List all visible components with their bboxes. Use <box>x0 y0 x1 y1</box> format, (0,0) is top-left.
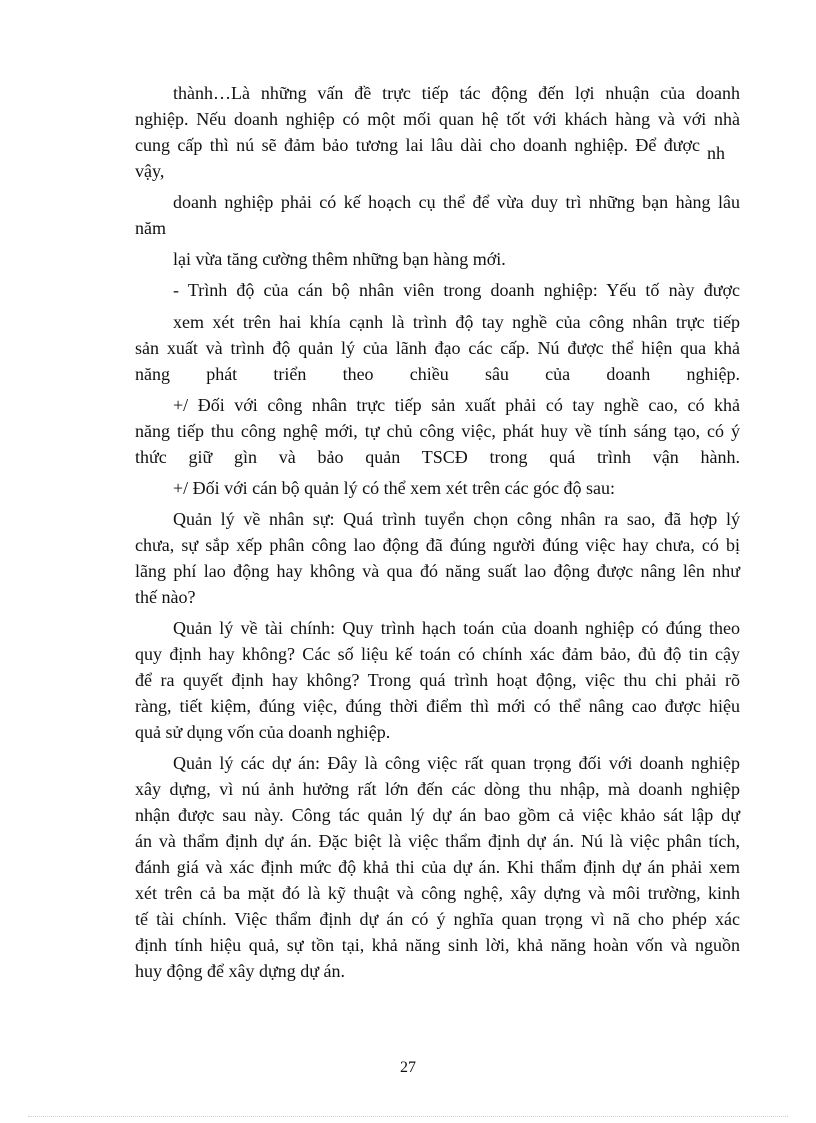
text-line-5: doanh nghiệp phải có kế hoạch cụ thể để vừa duy trì những bạn hàng lâu <box>173 192 740 212</box>
text-line-12: +/ Đối với công nhân trực tiếp sản xuất phải có tay nghề cao, có khả <box>173 395 740 415</box>
text-line-16: Quản lý về nhân sự: Quá trình tuyển chọn công nhân ra sao, đã hợp lý <box>173 509 740 529</box>
text-line-29: đánh giá và xác định mức độ khả thi của dự án. Khi thẩm định dự án phải xem <box>135 857 740 877</box>
floating-fragment: nh <box>707 143 725 163</box>
text-line-4: vậy, <box>135 161 165 181</box>
text-line-21: quy định hay không? Các số liệu kế toán có chính xác đảm bảo, đủ độ tin cậy <box>135 644 740 664</box>
text-line-14: thức giữ gìn và bảo quản TSCĐ trong quá trình vận hành. <box>135 447 740 467</box>
text-line-8: - Trình độ của cán bộ nhân viên trong doanh nghiệp: Yếu tố này được <box>173 280 740 300</box>
text-line-26: xây dựng, vì nú ảnh hưởng rất lớn đến các dòng thu nhập, mà doanh nghiệp <box>135 779 740 799</box>
text-line-22: để ra quyết định hay không? Trong quá trình hoạt động, việc thu chi phải rõ <box>135 670 740 690</box>
text-line-25: Quản lý các dự án: Đây là công việc rất quan trọng đối với doanh nghiệp <box>173 753 740 773</box>
text-line-28: án và thẩm định dự án. Đặc biệt là việc thẩm định dự án. Nú là việc phân tích, <box>135 831 740 851</box>
text-line-18: lãng phí lao động hay không và qua đó năng suất lao động được nâng lên như <box>135 561 740 581</box>
text-line-11: năng phát triển theo chiều sâu của doanh nghiệp. <box>135 364 740 384</box>
text-line-1: thành…Là những vấn đề trực tiếp tác động đến lợi nhuận của doanh <box>173 83 740 103</box>
bottom-divider <box>28 1116 788 1117</box>
text-line-33: huy động để xây dựng dự án. <box>135 961 345 981</box>
text-line-30: xét trên cả ba mặt đó là kỹ thuật và công nghệ, xây dựng và môi trường, kinh <box>135 883 740 903</box>
text-line-20: Quản lý về tài chính: Quy trình hạch toán của doanh nghiệp có đúng theo <box>173 618 740 638</box>
page-number: 27 <box>400 1059 416 1076</box>
text-line-17: chưa, sự sắp xếp phân công lao động đã đúng người đúng việc hay chưa, có bị <box>135 535 740 555</box>
text-line-3: cung cấp thì nú sẽ đảm bảo tương lai lâu dài cho doanh nghiệp. Để được <box>135 135 700 155</box>
text-line-24: quả sử dụng vốn của doanh nghiệp. <box>135 722 391 742</box>
text-line-31: tế tài chính. Việc thẩm định dự án có ý nghĩa quan trọng vì nã cho phép xác <box>135 909 740 929</box>
text-line-9: xem xét trên hai khía cạnh là trình độ tay nghề của công nhân trực tiếp <box>173 312 740 332</box>
text-line-10: sản xuất và trình độ quản lý của lãnh đạo các cấp. Nú được thể hiện qua khả <box>135 338 740 358</box>
text-line-13: năng tiếp thu công nghệ mới, tự chủ công việc, phát huy về tính sáng tạo, có ý <box>135 421 740 441</box>
text-line-19: thế nào? <box>135 587 196 607</box>
text-line-27: nhận được sau này. Công tác quản lý dự án bao gồm cả việc khảo sát lập dự <box>135 805 740 825</box>
text-line-15: +/ Đối với cán bộ quản lý có thể xem xét trên các góc độ sau: <box>173 478 616 498</box>
text-line-2: nghiệp. Nếu doanh nghiệp có một mối quan hệ tốt với khách hàng và với nhà <box>135 109 740 129</box>
text-line-23: ràng, tiết kiệm, đúng việc, đúng thời điểm thì mới có thể nâng cao được hiệu <box>135 696 740 716</box>
text-line-6: năm <box>135 218 166 238</box>
text-line-32: định tính hiệu quả, sự tồn tại, khả năng sinh lời, khả năng hoàn vốn và nguồn <box>135 935 740 955</box>
text-line-7: lại vừa tăng cường thêm những bạn hàng mới. <box>173 249 506 269</box>
